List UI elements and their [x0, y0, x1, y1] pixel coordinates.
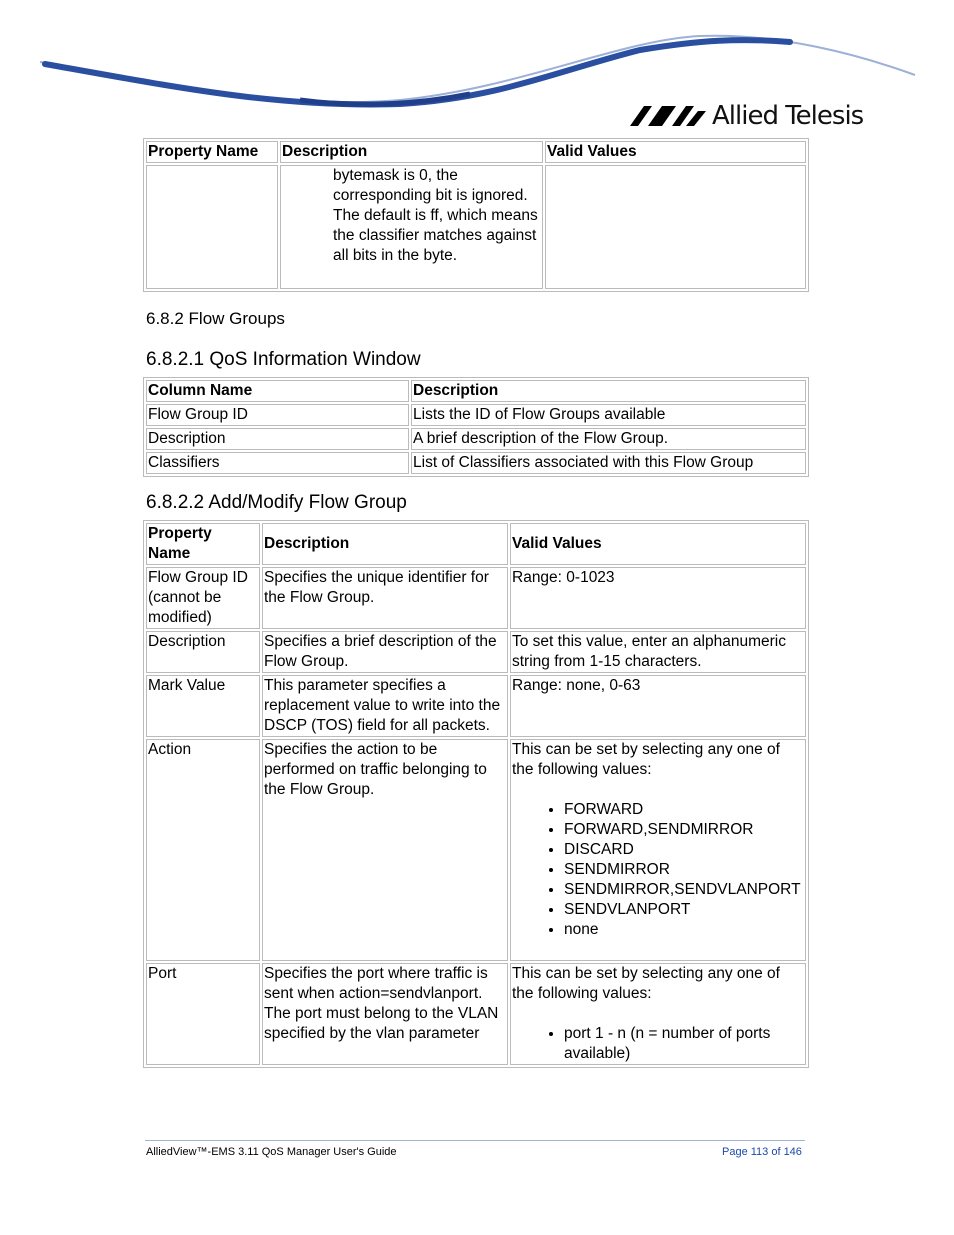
- table-cell: [146, 165, 278, 289]
- list-item: • port 1 - n (n = number of ports available): [564, 1024, 804, 1064]
- table-cell: Specifies the port where traffic is sent when action=sendvlanport. The port must belong to the VLAN specified by the vlan parameter: [262, 963, 508, 1065]
- port-options-list: [512, 1024, 804, 1064]
- property-table-continued: [143, 138, 809, 292]
- header-cell: Property Name: [146, 523, 260, 565]
- allied-telesis-logo: [630, 100, 863, 132]
- list-item: • FORWARD: [564, 800, 804, 820]
- list-item: • DISCARD: [564, 840, 804, 860]
- table-cell: [545, 165, 806, 289]
- footer-document-title: AlliedView™-EMS 3.11 QoS Manager User's Guide: [146, 1146, 397, 1158]
- table-row: [146, 963, 806, 1065]
- footer-divider: [145, 1140, 805, 1141]
- logo-text: Allied Telesis: [712, 101, 864, 131]
- list-item: • SENDMIRROR,SENDVLANPORT: [564, 880, 804, 900]
- table-row: [146, 165, 806, 289]
- add-modify-flow-group-table: [143, 520, 809, 1068]
- table-cell: Range: none, 0-63: [510, 675, 806, 737]
- section-heading-add-modify: 6.8.2.2 Add/Modify Flow Group: [146, 492, 407, 513]
- table-cell: [510, 963, 806, 1065]
- header-cell: Description: [280, 141, 543, 163]
- table-cell: Specifies a brief description of the Flow Group.: [262, 631, 508, 673]
- table-row: [146, 631, 806, 673]
- table-row: [146, 675, 806, 737]
- table-cell: Port: [146, 963, 260, 1065]
- table-row: [146, 567, 806, 629]
- header-cell: Description: [411, 380, 806, 402]
- list-item: • SENDMIRROR: [564, 860, 804, 880]
- table-cell: Range: 0-1023: [510, 567, 806, 629]
- header-cell: Column Name: [146, 380, 409, 402]
- table-header-row: [146, 380, 806, 402]
- table-cell: [280, 165, 543, 289]
- section-heading-flow-groups: 6.8.2 Flow Groups: [146, 309, 285, 328]
- description-text: bytemask is 0, the corresponding bit is ignored. The default is ff, which means the classifier matches against all bits in the byte.: [333, 167, 538, 264]
- table-cell: Classifiers: [146, 452, 409, 474]
- table-cell: Specifies the unique identifier for the Flow Group.: [262, 567, 508, 629]
- table-cell: Lists the ID of Flow Groups available: [411, 404, 806, 426]
- table-header-row: [146, 141, 806, 163]
- header-cell: Property Name: [146, 141, 278, 163]
- table-cell: Mark Value: [146, 675, 260, 737]
- header-cell: Valid Values: [510, 523, 806, 565]
- table-row: [146, 404, 806, 426]
- action-options-list: [512, 800, 804, 940]
- table-cell: Action: [146, 739, 260, 961]
- table-cell: Description: [146, 428, 409, 450]
- table-header-row: [146, 523, 806, 565]
- table-cell: Specifies the action to be performed on traffic belonging to the Flow Group.: [262, 739, 508, 961]
- table-cell: Flow Group ID: [146, 404, 409, 426]
- table-cell: Description: [146, 631, 260, 673]
- qos-information-table: [143, 377, 809, 477]
- table-row: [146, 452, 806, 474]
- list-item: • FORWARD,SENDMIRROR: [564, 820, 804, 840]
- valid-values-intro: This can be set by selecting any one of the following values:: [512, 965, 780, 1002]
- header-cell: Description: [262, 523, 508, 565]
- table-cell: To set this value, enter an alphanumeric string from 1-15 characters.: [510, 631, 806, 673]
- table-cell: List of Classifiers associated with this Flow Group: [411, 452, 806, 474]
- footer-page-number: Page 113 of 146: [722, 1146, 802, 1158]
- section-heading-qos-window: 6.8.2.1 QoS Information Window: [146, 349, 421, 370]
- valid-values-intro: This can be set by selecting any one of the following values:: [512, 741, 780, 778]
- table-cell: Flow Group ID (cannot be modified): [146, 567, 260, 629]
- logo-mark-icon: [630, 105, 706, 127]
- list-item: • SENDVLANPORT: [564, 900, 804, 920]
- list-item: • none: [564, 920, 804, 940]
- table-cell: A brief description of the Flow Group.: [411, 428, 806, 450]
- header-cell: Valid Values: [545, 141, 806, 163]
- table-row: [146, 739, 806, 961]
- table-cell: [510, 739, 806, 961]
- table-row: [146, 428, 806, 450]
- table-cell: This parameter specifies a replacement value to write into the DSCP (TOS) field for all packets.: [262, 675, 508, 737]
